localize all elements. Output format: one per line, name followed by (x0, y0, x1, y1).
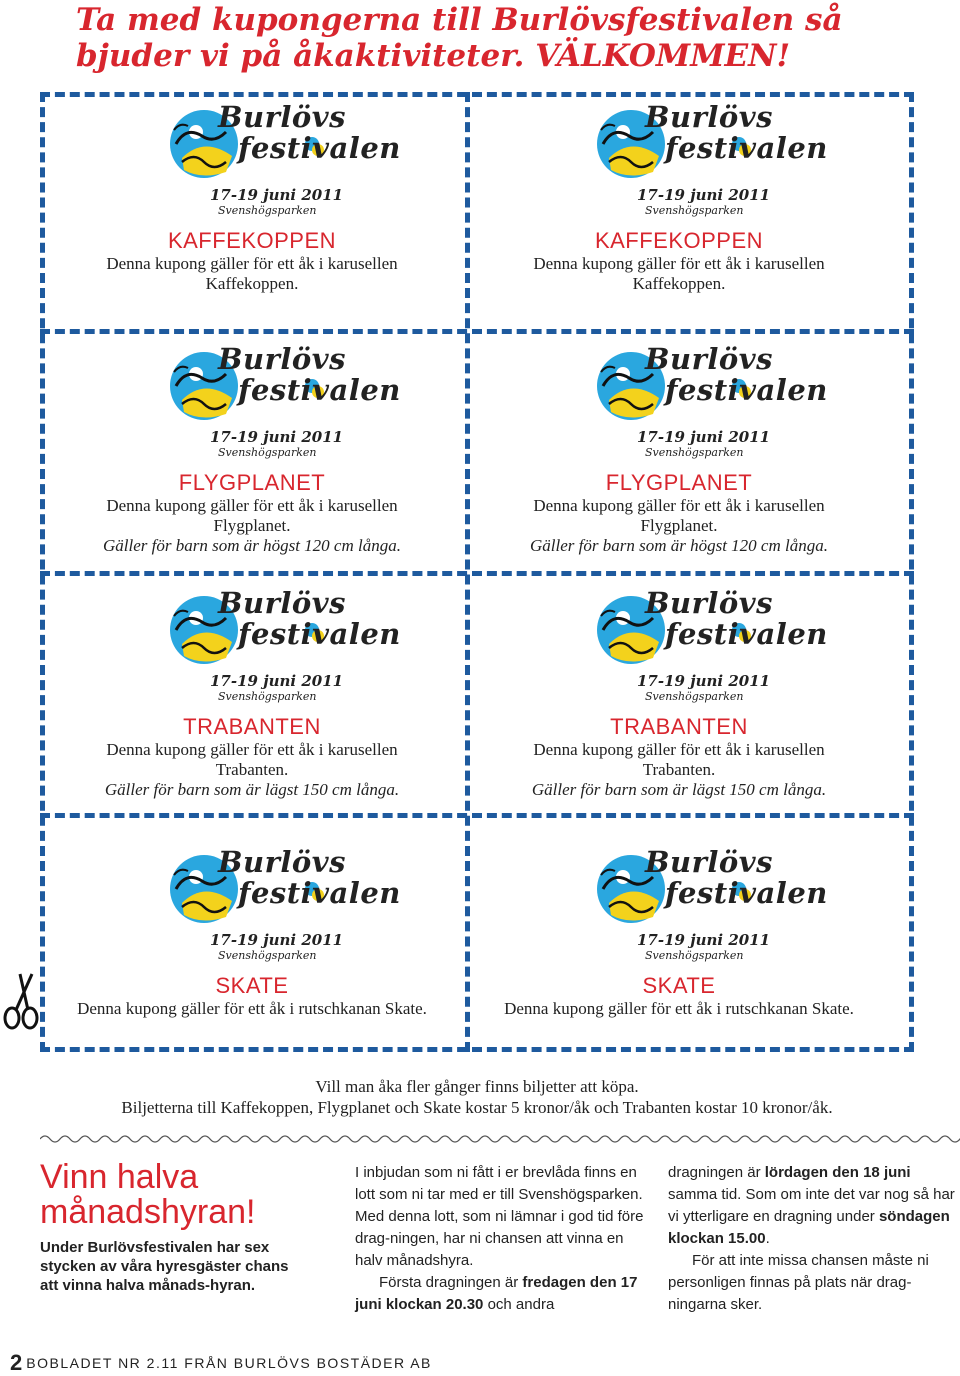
coupon-text: Denna kupong gäller för ett åk i karusellen (106, 496, 398, 515)
logo-venue: Svenshögsparken (645, 690, 744, 703)
logo-subtitle: festivalen (665, 373, 828, 407)
festival-logo (589, 586, 828, 706)
festival-logo (162, 342, 401, 462)
coupon-note: Gäller för barn som är högst 120 cm långa. (530, 536, 828, 555)
logo-title: Burlövs (645, 342, 773, 376)
coupon-text: Denna kupong gäller för ett åk i karusellen (533, 254, 825, 273)
festival-logo (162, 586, 401, 706)
article-paragraph (668, 1162, 960, 1250)
wave-divider (40, 1132, 960, 1146)
page-number: 2 (10, 1350, 23, 1375)
logo-venue: Svenshögsparken (218, 690, 317, 703)
logo-subtitle: festivalen (665, 131, 828, 165)
festival-logo (589, 342, 828, 462)
logo-venue: Svenshögsparken (218, 949, 317, 962)
coupon-text: Denna kupong gäller för ett åk i karusellen (533, 496, 825, 515)
article-heading: Vinn halva månadshyran! (40, 1158, 256, 1231)
article-paragraph: I inbjudan som ni fått i er brevlåda finns en lott som ni tar med er till Svenshögsparken. Med denna lott, som ni lämnar i god tid före drag-ningen, har ni chansen att vinna en halv månadshyra. (355, 1164, 644, 1269)
coupon-kaffekoppen (42, 100, 462, 294)
logo-title: Burlövs (218, 586, 346, 620)
coupon-skate (42, 845, 462, 1019)
scissors-icon (2, 970, 40, 1032)
festival-logo (589, 845, 828, 965)
coupon-trabanten (42, 586, 462, 800)
coupon-text: Flygplanet. (213, 516, 291, 535)
coupon-text: Kaffekoppen. (205, 274, 299, 293)
logo-title: Burlövs (218, 342, 346, 376)
article-intro (40, 1160, 302, 1295)
logo-subtitle: festivalen (238, 373, 401, 407)
cut-line (40, 571, 914, 576)
coupon-text: Denna kupong gäller för ett åk i karusellen (106, 740, 398, 759)
coupon-text: Flygplanet. (640, 516, 718, 535)
coupon-title: FLYGPLANET (605, 470, 753, 495)
coupon-text: Trabanten. (215, 760, 289, 779)
logo-subtitle: festivalen (238, 876, 401, 910)
coupon-title: FLYGPLANET (178, 470, 326, 495)
article-column (355, 1162, 645, 1316)
logo-date: 17-19 juni 2011 (210, 672, 344, 690)
coupon-text: Denna kupong gäller för ett åk i rutschkanan Skate. (77, 999, 427, 1018)
article-text: Första dragningen är (379, 1274, 523, 1291)
festival-logo (162, 845, 401, 965)
coupon-skate (469, 845, 889, 1019)
page-headline: Ta med kupongerna till Burlövsfestivalen så bjuder vi på åkaktiviteter. VÄLKOMMEN! (76, 2, 843, 74)
article-text: och andra (483, 1296, 555, 1313)
coupon-note: Gäller för barn som är högst 120 cm långa. (103, 536, 401, 555)
ticket-info (40, 1076, 914, 1118)
coupon-trabanten (469, 586, 889, 800)
logo-subtitle: festivalen (665, 876, 828, 910)
logo-date: 17-19 juni 2011 (210, 931, 344, 949)
logo-venue: Svenshögsparken (218, 204, 317, 217)
article-lead: Under Burlövsfestivalen har sex stycken av våra hyresgäster chans att vinna halva månads-hyran. (40, 1239, 289, 1294)
article-paragraph (355, 1272, 645, 1316)
logo-subtitle: festivalen (665, 617, 828, 651)
coupon-text: Denna kupong gäller för ett åk i karusellen (106, 254, 398, 273)
logo-venue: Svenshögsparken (645, 446, 744, 459)
coupon-title: KAFFEKOPPEN (594, 228, 764, 253)
article-emphasis: lördagen den 18 juni (764, 1164, 911, 1181)
coupon-text: Kaffekoppen. (632, 274, 726, 293)
logo-title: Burlövs (645, 100, 773, 134)
logo-date: 17-19 juni 2011 (637, 931, 771, 949)
article-text: samma tid. Som om inte det var nog så har vi ytterligare en dragning under (668, 1186, 955, 1225)
logo-date: 17-19 juni 2011 (637, 672, 771, 690)
ticket-info-line: Vill man åka fler gånger finns biljetter att köpa. (315, 1077, 639, 1096)
cut-line (40, 329, 914, 334)
coupon-flygplanet (42, 342, 462, 556)
festival-logo (162, 100, 401, 220)
article-emphasis: söndagen klockan 15.00 (668, 1208, 950, 1247)
coupon-flygplanet (469, 342, 889, 556)
coupon-title: SKATE (215, 973, 289, 998)
logo-subtitle: festivalen (238, 131, 401, 165)
cut-line (40, 813, 914, 818)
logo-venue: Svenshögsparken (645, 949, 744, 962)
logo-title: Burlövs (645, 586, 773, 620)
article-column (668, 1162, 960, 1316)
ticket-info-line: Biljetterna till Kaffekoppen, Flygplanet och Skate kostar 5 kronor/åk och Trabanten kostar 10 kronor/åk. (121, 1098, 833, 1117)
page-footer (10, 1350, 432, 1376)
logo-date: 17-19 juni 2011 (637, 186, 771, 204)
logo-venue: Svenshögsparken (218, 446, 317, 459)
coupon-title: TRABANTEN (183, 714, 321, 739)
article-emphasis: fredagen den 17 juni klockan 20.30 (355, 1274, 638, 1313)
coupon-text: Denna kupong gäller för ett åk i rutschkanan Skate. (504, 999, 854, 1018)
logo-title: Burlövs (218, 100, 346, 134)
publication-name: BOBLADET NR 2.11 FRÅN BURLÖVS BOSTÄDER AB (26, 1355, 432, 1371)
coupon-title: SKATE (642, 973, 716, 998)
coupon-note: Gäller för barn som är lägst 150 cm långa. (104, 780, 400, 799)
festival-logo (589, 100, 828, 220)
logo-venue: Svenshögsparken (645, 204, 744, 217)
coupon-note: Gäller för barn som är lägst 150 cm långa. (531, 780, 827, 799)
article-text: dragningen är (668, 1164, 765, 1181)
logo-date: 17-19 juni 2011 (210, 428, 344, 446)
logo-date: 17-19 juni 2011 (637, 428, 771, 446)
logo-title: Burlövs (645, 845, 773, 879)
logo-date: 17-19 juni 2011 (210, 186, 344, 204)
coupon-title: KAFFEKOPPEN (167, 228, 337, 253)
logo-title: Burlövs (218, 845, 346, 879)
article-text: . (765, 1230, 770, 1247)
logo-subtitle: festivalen (238, 617, 401, 651)
coupon-title: TRABANTEN (610, 714, 748, 739)
coupon-text: Trabanten. (642, 760, 716, 779)
coupon-text: Denna kupong gäller för ett åk i karusellen (533, 740, 825, 759)
article-paragraph: För att inte missa chansen måste ni personligen finnas på plats när drag-ningarna sker. (668, 1252, 929, 1313)
coupon-kaffekoppen (469, 100, 889, 294)
